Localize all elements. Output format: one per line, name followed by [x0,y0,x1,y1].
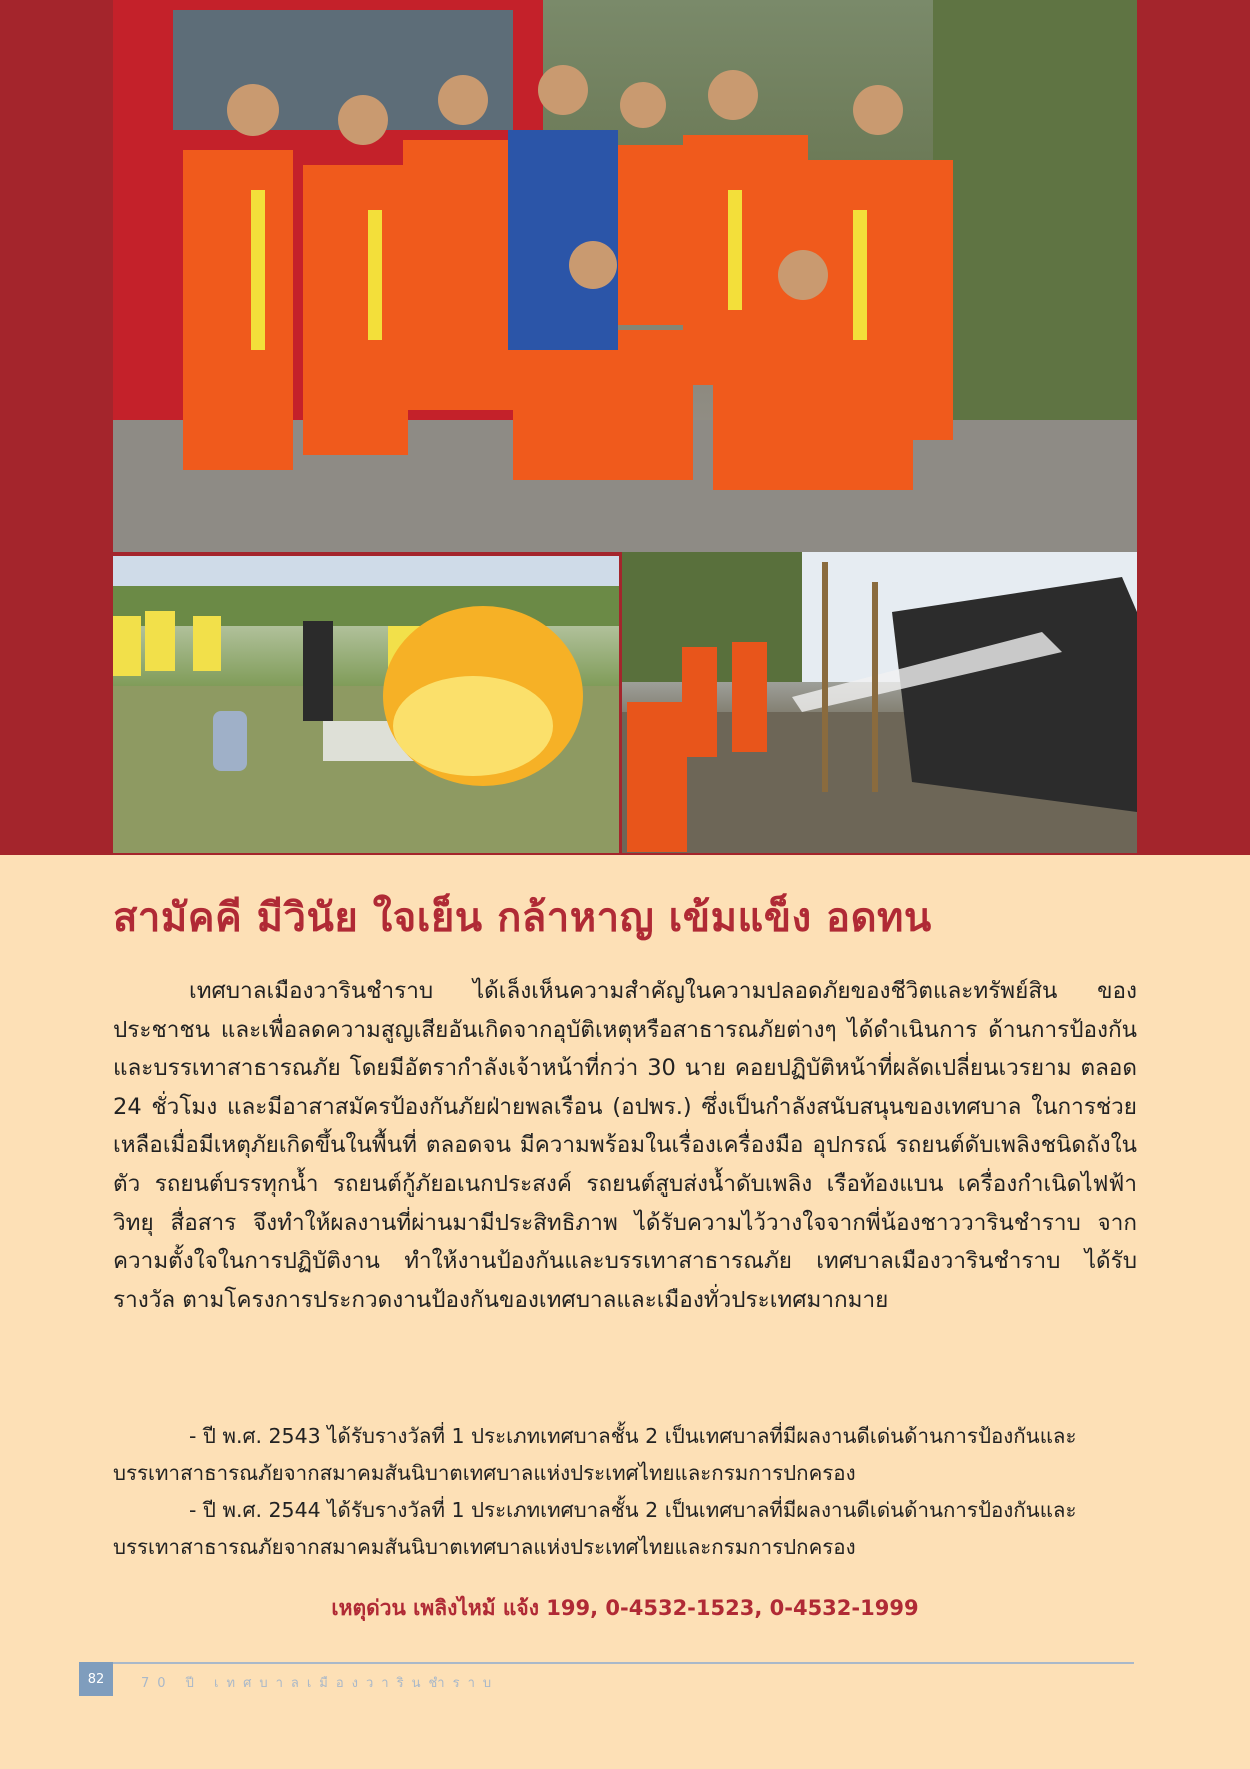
award-item: - ปี พ.ศ. 2543 ได้รับรางวัลที่ 1 ประเภทเทศบาลชั้น 2 เป็นเทศบาลที่มีผลงานดีเด่นด้านการป้องกันและบรรเทาสาธารณภัยจากสมาคมสันนิบาตเทศบาลแห่งประเทศไทยและกรมการปกครอง [113,1424,1077,1485]
award-item: - ปี พ.ศ. 2544 ได้รับรางวัลที่ 1 ประเภทเทศบาลชั้น 2 เป็นเทศบาลที่มีผลงานดีเด่นด้านการป้องกันและบรรเทาสาธารณภัยจากสมาคมสันนิบาตเทศบาลแห่งประเทศไทยและกรมการปกครอง [113,1498,1077,1559]
emergency-hotline: เหตุด่วน เพลิงไหม้ แจ้ง 199, 0-4532-1523, 0-4532-1999 [331,1596,919,1620]
page-number: 82 [79,1662,113,1696]
running-head: 70 ปี เทศบาลเมืองวารินชำราบ [141,1676,500,1691]
headline: สามัคคี มีวินัย ใจเย็น กล้าหาญ เข้มแข็ง อดทน [113,895,932,941]
firefighters-group-photo [113,0,1137,552]
fire-extinguisher-drill-photo [113,556,619,853]
body-paragraph: เทศบาลเมืองวารินชำราบ ได้เล็งเห็นความสำคัญในความปลอดภัยของชีวิตและทรัพย์สิน ของประชาชน และเพื่อลดความสูญเสียอันเกิดจากอุบัติเหตุหรือสาธารณภัยต่างๆ ได้ดำเนินการ ด้านการป้องกันและบรรเทาสาธารณภัย โดยมีอัตรากำลังเจ้าหน้าที่กว่า 30 นาย คอยปฏิบัติหน้าที่ผลัดเปลี่ยนเวรยาม ตลอด 24 ชั่วโมง และมีอาสาสมัครป้องกันภัยฝ่ายพลเรือน (อปพร.) ซึ่งเป็นกำลังสนับสนุนของเทศบาล ในการช่วยเหลือเมื่อมีเหตุภัยเกิดขึ้นในพื้นที่ ตลอดจน มีความพร้อมในเรื่องเครื่องมือ อุปกรณ์ รถยนต์ดับเพลิงชนิดถังในตัว รถยนต์บรรทุกน้ำ รถยนต์กู้ภัยอเนกประสงค์ รถยนต์สูบส่งน้ำดับเพลิง เรือท้องแบน เครื่องกำเนิดไฟฟ้า วิทยุ สื่อสาร จึงทำให้ผลงานที่ผ่านมามีประสิทธิภาพ ได้รับความไว้วางใจจากพี่น้องชาววารินชำราบ จากความตั้งใจในการปฏิบัติงาน ทำให้งานป้องกันและบรรเทาสาธารณภัย เทศบาลเมืองวารินชำราบ ได้รับรางวัล ตามโครงการประกวดงานป้องกันของเทศบาลและเมืองทั่วประเทศมากมาย [113,978,1137,1313]
footer-rule [79,1662,1134,1664]
burning-structure-hose-photo [622,552,1137,853]
